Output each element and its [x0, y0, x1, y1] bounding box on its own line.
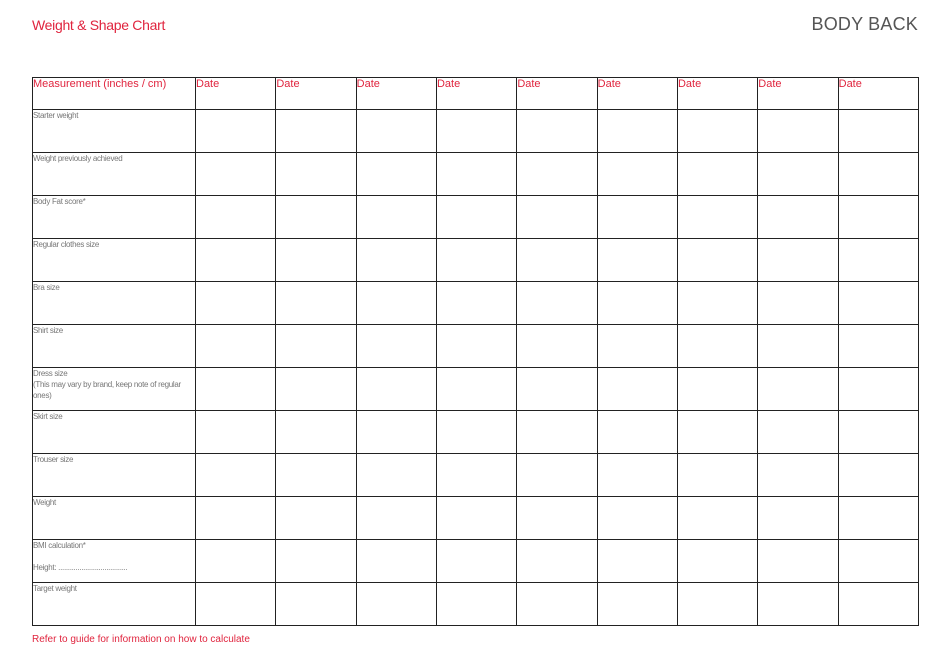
entry-cell[interactable]: [356, 239, 436, 282]
entry-cell[interactable]: [758, 368, 838, 411]
entry-cell[interactable]: [356, 540, 436, 583]
entry-cell[interactable]: [517, 497, 597, 540]
date-column-header: Date: [838, 78, 918, 110]
row-label-cell: [33, 110, 196, 153]
entry-cell[interactable]: [356, 583, 436, 626]
entry-cell[interactable]: [196, 239, 276, 282]
entry-cell[interactable]: [276, 325, 356, 368]
entry-cell[interactable]: [436, 110, 516, 153]
entry-cell[interactable]: [196, 583, 276, 626]
row-label: BMI calculation*: [33, 541, 86, 550]
entry-cell[interactable]: [838, 196, 918, 239]
entry-cell[interactable]: [758, 497, 838, 540]
entry-cell[interactable]: [677, 411, 757, 454]
entry-cell[interactable]: [436, 497, 516, 540]
entry-cell[interactable]: [196, 454, 276, 497]
entry-cell[interactable]: [597, 497, 677, 540]
entry-cell[interactable]: [276, 282, 356, 325]
entry-cell[interactable]: [838, 583, 918, 626]
entry-cell[interactable]: [436, 282, 516, 325]
entry-cell[interactable]: [677, 454, 757, 497]
entry-cell[interactable]: [758, 454, 838, 497]
entry-cell[interactable]: [758, 153, 838, 196]
entry-cell[interactable]: [436, 325, 516, 368]
entry-cell[interactable]: [436, 368, 516, 411]
entry-cell[interactable]: [677, 282, 757, 325]
entry-cell[interactable]: [838, 454, 918, 497]
entry-cell[interactable]: [517, 411, 597, 454]
entry-cell[interactable]: [677, 153, 757, 196]
entry-cell[interactable]: [196, 110, 276, 153]
entry-cell[interactable]: [196, 153, 276, 196]
entry-cell[interactable]: [838, 239, 918, 282]
row-label: Target weight: [33, 584, 77, 593]
entry-cell[interactable]: [597, 325, 677, 368]
row-label-cell: [33, 239, 196, 282]
entry-cell[interactable]: [597, 583, 677, 626]
document-title: Weight & Shape Chart: [32, 17, 166, 33]
date-column-header: Date: [356, 78, 436, 110]
entry-cell[interactable]: [838, 153, 918, 196]
entry-cell[interactable]: [356, 110, 436, 153]
entry-cell[interactable]: [196, 282, 276, 325]
entry-cell[interactable]: [276, 368, 356, 411]
entry-cell[interactable]: [356, 497, 436, 540]
date-column-header: Date: [677, 78, 757, 110]
entry-cell[interactable]: [196, 368, 276, 411]
table-row: [33, 325, 919, 368]
table-row: [33, 239, 919, 282]
row-label-cell: [33, 540, 196, 583]
entry-cell[interactable]: [758, 282, 838, 325]
entry-cell[interactable]: [677, 540, 757, 583]
entry-cell[interactable]: [517, 110, 597, 153]
entry-cell[interactable]: [758, 411, 838, 454]
row-label: Starter weight: [33, 111, 79, 120]
entry-cell[interactable]: [677, 110, 757, 153]
entry-cell[interactable]: [356, 368, 436, 411]
row-label: Dress size: [33, 369, 68, 378]
table-row: [33, 153, 919, 196]
date-column-header: Date: [276, 78, 356, 110]
entry-cell[interactable]: [517, 282, 597, 325]
row-label: Skirt size: [33, 412, 63, 421]
footnote: Refer to guide for information on how to calculate: [32, 634, 250, 645]
date-column-header: Date: [758, 78, 838, 110]
table-row: [33, 411, 919, 454]
row-label-cell: [33, 497, 196, 540]
entry-cell[interactable]: [276, 454, 356, 497]
table-row: [33, 282, 919, 325]
row-label: Weight previously achieved: [33, 154, 123, 163]
entry-cell[interactable]: [356, 325, 436, 368]
row-label: Body Fat score*: [33, 197, 86, 206]
row-label-cell: [33, 411, 196, 454]
entry-cell[interactable]: [356, 196, 436, 239]
table-row: [33, 368, 919, 411]
date-column-header: Date: [196, 78, 276, 110]
row-label-cell: [33, 368, 196, 411]
entry-cell[interactable]: [276, 540, 356, 583]
entry-cell[interactable]: [436, 196, 516, 239]
row-label-cell: [33, 153, 196, 196]
entry-cell[interactable]: [597, 454, 677, 497]
row-label: Trouser size: [33, 455, 74, 464]
brand-logo-text: BODY BACK: [811, 14, 918, 34]
entry-cell[interactable]: [276, 411, 356, 454]
entry-cell[interactable]: [677, 325, 757, 368]
row-sublabel: (This may vary by brand, keep note of regular ones): [33, 380, 181, 400]
entry-cell[interactable]: [838, 411, 918, 454]
entry-cell[interactable]: [276, 583, 356, 626]
entry-cell[interactable]: [196, 540, 276, 583]
entry-cell[interactable]: [517, 368, 597, 411]
entry-cell[interactable]: [436, 454, 516, 497]
entry-cell[interactable]: [517, 239, 597, 282]
table-row: [33, 583, 919, 626]
entry-cell[interactable]: [196, 411, 276, 454]
entry-cell[interactable]: [276, 110, 356, 153]
entry-cell[interactable]: [356, 411, 436, 454]
entry-cell[interactable]: [758, 239, 838, 282]
entry-cell[interactable]: [597, 110, 677, 153]
table-row: [33, 110, 919, 153]
entry-cell[interactable]: [838, 497, 918, 540]
entry-cell[interactable]: [196, 497, 276, 540]
entry-cell[interactable]: [196, 325, 276, 368]
row-label: Shirt size: [33, 326, 63, 335]
row-label-cell: [33, 454, 196, 497]
entry-cell[interactable]: [517, 583, 597, 626]
entry-cell[interactable]: [356, 153, 436, 196]
height-entry-line[interactable]: Height: ....................................: [33, 563, 128, 572]
entry-cell[interactable]: [517, 196, 597, 239]
table-row: [33, 497, 919, 540]
entry-cell[interactable]: [436, 153, 516, 196]
entry-cell[interactable]: [758, 325, 838, 368]
entry-cell[interactable]: [276, 239, 356, 282]
table-header-row: [33, 78, 919, 110]
entry-cell[interactable]: [276, 196, 356, 239]
entry-cell[interactable]: [838, 282, 918, 325]
entry-cell[interactable]: [677, 239, 757, 282]
entry-cell[interactable]: [838, 325, 918, 368]
entry-cell[interactable]: [838, 540, 918, 583]
entry-cell[interactable]: [356, 282, 436, 325]
entry-cell[interactable]: [436, 540, 516, 583]
row-label: Regular clothes size: [33, 240, 100, 249]
entry-cell[interactable]: [758, 540, 838, 583]
entry-cell[interactable]: [677, 368, 757, 411]
row-label: Bra size: [33, 283, 60, 292]
table-row: [33, 540, 919, 583]
entry-cell[interactable]: [838, 368, 918, 411]
entry-cell[interactable]: [597, 411, 677, 454]
entry-cell[interactable]: [597, 368, 677, 411]
entry-cell[interactable]: [677, 497, 757, 540]
entry-cell[interactable]: [436, 411, 516, 454]
entry-cell[interactable]: [196, 196, 276, 239]
entry-cell[interactable]: [436, 239, 516, 282]
entry-cell[interactable]: [758, 196, 838, 239]
entry-cell[interactable]: [276, 497, 356, 540]
measurement-column-header: Measurement (inches / cm): [33, 78, 196, 110]
entry-cell[interactable]: [597, 239, 677, 282]
entry-cell[interactable]: [597, 153, 677, 196]
date-column-header: Date: [436, 78, 516, 110]
entry-cell[interactable]: [597, 196, 677, 239]
entry-cell[interactable]: [597, 282, 677, 325]
entry-cell[interactable]: [838, 110, 918, 153]
row-label-cell: [33, 282, 196, 325]
table-row: [33, 196, 919, 239]
entry-cell[interactable]: [517, 540, 597, 583]
row-label-cell: [33, 583, 196, 626]
date-column-header: Date: [597, 78, 677, 110]
table-row: [33, 454, 919, 497]
entry-cell[interactable]: [276, 153, 356, 196]
entry-cell[interactable]: [677, 583, 757, 626]
row-label-cell: [33, 325, 196, 368]
entry-cell[interactable]: [758, 110, 838, 153]
weight-shape-table: [32, 77, 919, 626]
date-column-header: Date: [517, 78, 597, 110]
row-label: Weight: [33, 498, 56, 507]
entry-cell[interactable]: [517, 153, 597, 196]
entry-cell[interactable]: [517, 454, 597, 497]
table-body: [33, 110, 919, 626]
entry-cell[interactable]: [356, 454, 436, 497]
row-label-cell: [33, 196, 196, 239]
entry-cell[interactable]: [517, 325, 597, 368]
entry-cell[interactable]: [677, 196, 757, 239]
entry-cell[interactable]: [597, 540, 677, 583]
entry-cell[interactable]: [436, 583, 516, 626]
entry-cell[interactable]: [758, 583, 838, 626]
